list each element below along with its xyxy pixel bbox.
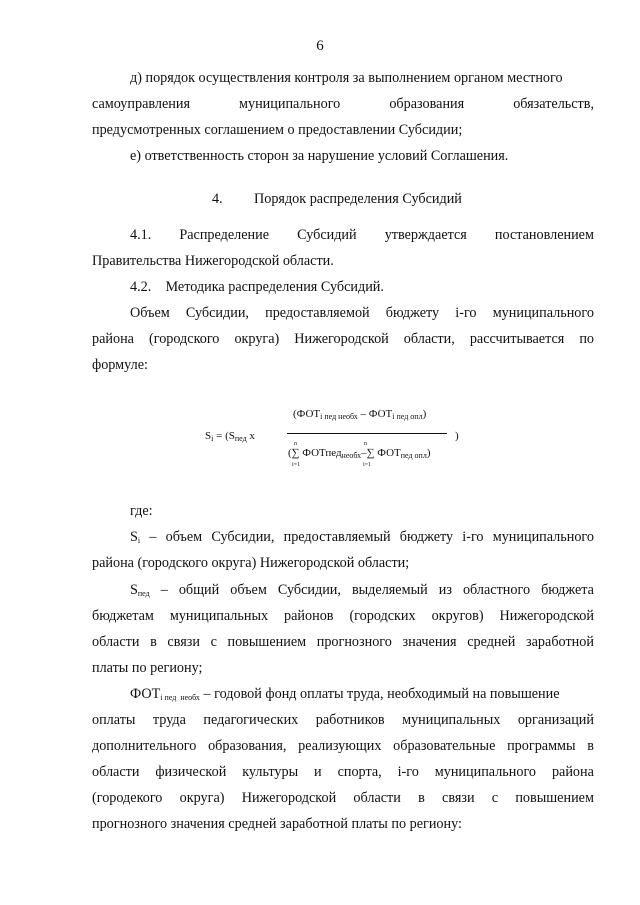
def3-line-5: [92, 789, 594, 807]
section-title: Порядок распределения Субсидий: [254, 191, 462, 207]
word: в: [587, 738, 594, 754]
word: 4.1.: [130, 227, 152, 243]
word: организаций: [517, 712, 594, 728]
word: по: [579, 331, 594, 347]
sum-upper-2: n: [364, 441, 367, 447]
def3-line-3: [92, 737, 594, 755]
word: области: [353, 790, 401, 806]
word: общий: [178, 582, 220, 598]
word: педагогических: [203, 712, 299, 728]
def2-line-4: платы по региону;: [92, 660, 203, 676]
intro-line-1: [130, 304, 594, 322]
word: Нижегородской: [499, 608, 594, 624]
word: муниципального: [239, 96, 341, 112]
intro-line-2: [92, 330, 594, 348]
word: бюджетам: [92, 608, 154, 624]
formula-lhs: $S_i = (S_{пед}$ x: [205, 430, 255, 443]
word: округов): [431, 608, 484, 624]
word: Нижегородской: [294, 331, 389, 347]
def3-line-6: прогнозного значения средней заработной платы по региону:: [92, 816, 462, 832]
p42-line: 4.2. Методика распределения Субсидий.: [130, 279, 384, 295]
word: с: [491, 790, 499, 806]
def1-line-1: [130, 528, 594, 550]
word: дополнительного: [92, 738, 197, 754]
page-number: 6: [316, 38, 324, 54]
word: повышением: [227, 634, 307, 650]
def2-line-3: [92, 633, 594, 651]
def3-line-2: [92, 711, 594, 729]
word: районов: [284, 608, 334, 624]
word: постановлением: [494, 227, 594, 243]
def2-line-1: [130, 581, 594, 603]
word: образования: [389, 96, 465, 112]
word: области: [92, 634, 140, 650]
word: реализующих: [298, 738, 382, 754]
word: из: [438, 582, 452, 598]
word: округа): [179, 790, 225, 806]
def3-line-1: $ФОТ_{i пед необх}$ – годовой фонд оплаты труда, необходимый на повышение: [130, 686, 560, 702]
formula-denominator: (∑ ФОТпед$_{необх}$–∑ $ФОТ_{пед опл}$): [288, 447, 431, 460]
formula-close-paren: ): [455, 430, 459, 442]
word: образовательные: [393, 738, 496, 754]
word: округа): [234, 331, 280, 347]
word: муниципального: [434, 764, 537, 780]
word: значения: [402, 634, 457, 650]
word: работников: [315, 712, 385, 728]
word: заработной: [526, 634, 594, 650]
def2-line-2: [92, 607, 594, 625]
word: –: [160, 582, 168, 598]
symbol-si: $S_i$: [130, 529, 141, 545]
word: связи: [167, 634, 200, 650]
word: повышением: [515, 790, 594, 806]
p41-line-2: Правительства Нижегородской области.: [92, 253, 334, 269]
section-number: 4.: [212, 191, 223, 207]
item-d-line-1: д) порядок осуществления контроля за выполнением органом местного: [130, 70, 563, 86]
word: Распределение: [179, 227, 270, 243]
word: обязательств,: [513, 96, 594, 112]
word: –: [149, 529, 157, 545]
word: с: [210, 634, 217, 650]
word: i-го: [455, 305, 477, 321]
item-e-line: е) ответственность сторон за нарушение условий Соглашения.: [130, 148, 509, 164]
item-d-line-3: предусмотренных соглашением о предоставлении Субсидии;: [92, 122, 463, 138]
word: в: [150, 634, 157, 650]
word: (городских: [349, 608, 416, 624]
word: оплаты: [92, 712, 136, 728]
word: прогнозного: [316, 634, 392, 650]
sum-upper-1: n: [294, 441, 297, 447]
word: бюджету: [399, 529, 454, 545]
intro-line-3: формуле:: [92, 357, 148, 373]
word: в: [418, 790, 425, 806]
word: программы: [507, 738, 576, 754]
def1-line-2: района (городского округа) Нижегородской области;: [92, 555, 410, 571]
word: и: [314, 764, 322, 780]
word: i-го: [462, 529, 484, 545]
word: предоставляемый: [283, 529, 391, 545]
word: муниципальных: [169, 608, 269, 624]
word: района: [92, 331, 134, 347]
item-d-line-2: [92, 95, 594, 113]
word: Субсидии,: [185, 305, 249, 321]
word: выделяемый: [351, 582, 428, 598]
word: труда: [152, 712, 186, 728]
word: культуры: [242, 764, 299, 780]
word: самоуправления: [92, 96, 190, 112]
word: предоставляемой: [265, 305, 370, 321]
word: Нижегородской: [241, 790, 337, 806]
word: объем: [165, 529, 203, 545]
sum-lower-2: i=1: [363, 462, 372, 468]
word: рассчитывается: [469, 331, 565, 347]
word: образования,: [208, 738, 287, 754]
word: Субсидии,: [277, 582, 341, 598]
word: бюджету: [385, 305, 440, 321]
word: (городского: [149, 331, 220, 347]
word: i-го: [397, 764, 419, 780]
word: связи: [442, 790, 475, 806]
word: спорта,: [337, 764, 382, 780]
word: муниципального: [492, 305, 594, 321]
def3-line-4: [92, 763, 594, 781]
word: физической: [155, 764, 227, 780]
word: Субсидий: [297, 227, 357, 243]
word: района: [551, 764, 594, 780]
word: (городекого: [92, 790, 163, 806]
word: Субсидии,: [211, 529, 275, 545]
fraction-bar: [287, 433, 447, 434]
where-label: где:: [130, 503, 153, 519]
word: бюджета: [541, 582, 594, 598]
word: средней: [467, 634, 516, 650]
word: областного: [462, 582, 531, 598]
formula-numerator: $(ФОТ_{i пед необх} - ФОТ_{i пед опл})$: [293, 408, 427, 421]
word: муниципальных: [402, 712, 501, 728]
word: области: [92, 764, 140, 780]
word: утверждается: [384, 227, 467, 243]
p41-line-1: [130, 226, 594, 244]
word: муниципального: [492, 529, 594, 545]
word: области,: [403, 331, 455, 347]
word: Объем: [130, 305, 170, 321]
word: объем: [230, 582, 267, 598]
symbol-sped: $S_{пед}$: [130, 582, 150, 598]
sum-lower-1: i=1: [292, 462, 301, 468]
